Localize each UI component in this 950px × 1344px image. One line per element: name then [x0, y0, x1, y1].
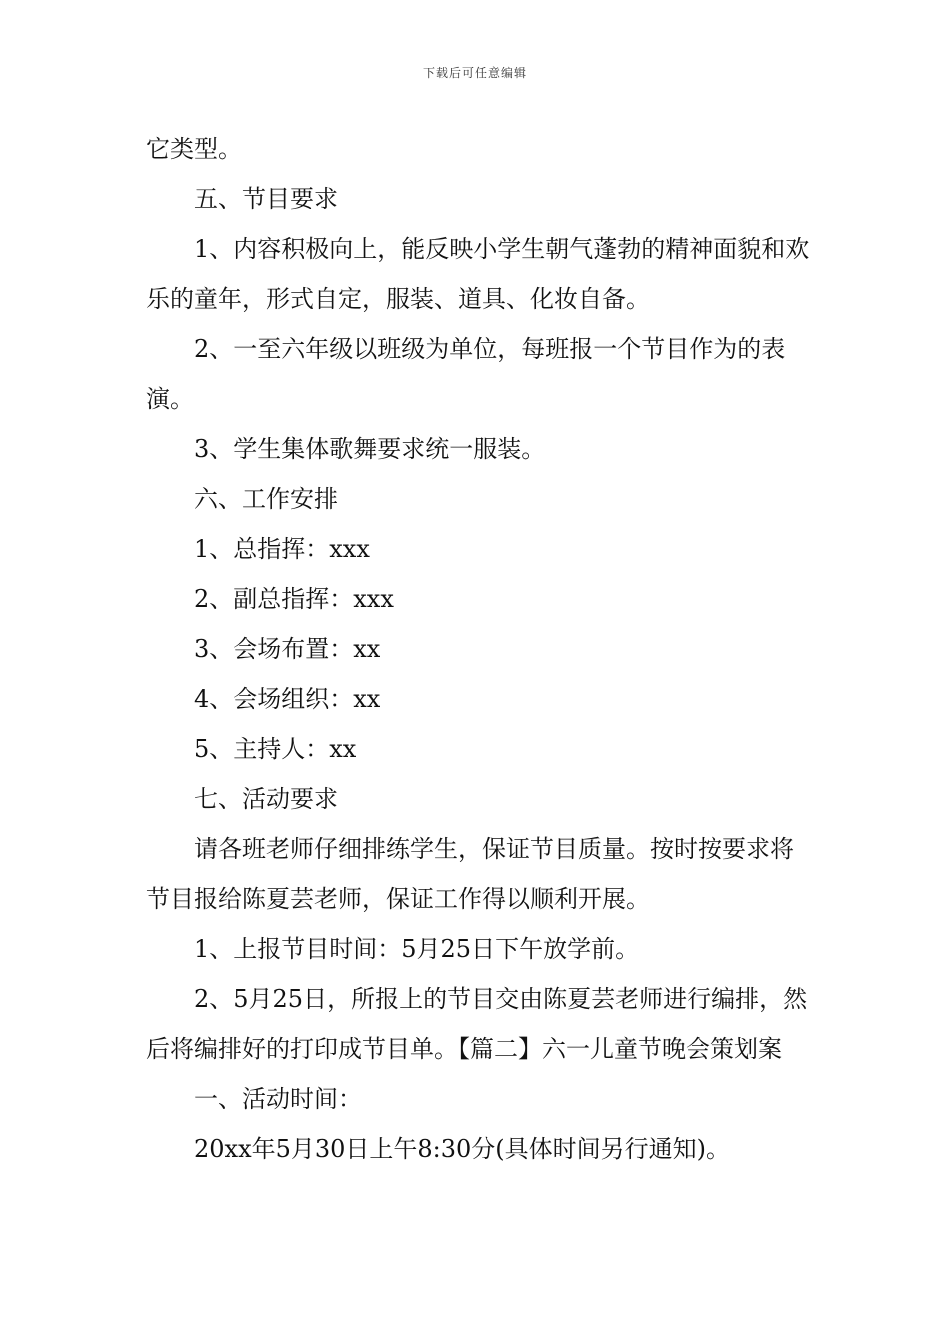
paragraph: 2、一至六年级以班级为单位，每班报一个节目作为的表演。: [146, 335, 786, 413]
page-header: 下载后可任意编辑: [422, 66, 527, 80]
list-item: 3、会场布置：xx: [194, 635, 381, 663]
section-heading: 一、活动时间：: [194, 1085, 362, 1113]
list-item: 2、副总指挥：xxx: [194, 585, 394, 613]
section-heading: 五、节目要求: [194, 185, 338, 213]
list-item: 1、总指挥：xxx: [194, 535, 370, 563]
list-item: 5、主持人：xx: [194, 735, 357, 763]
document-body: [146, 124, 814, 1174]
paragraph: 2、5月25日，所报上的节目交由陈夏芸老师进行编排，然后将编排好的打印成节目单。【篇二】六一儿童节晚会策划案: [146, 985, 808, 1063]
paragraph: 它类型。: [146, 135, 242, 163]
paragraph: 1、内容积极向上，能反映小学生朝气蓬勃的精神面貌和欢乐的童年，形式自定，服装、道具、化妆自备。: [146, 235, 810, 313]
section-heading: 六、工作安排: [194, 485, 338, 513]
list-item: 4、会场组织：xx: [194, 685, 381, 713]
paragraph: 3、学生集体歌舞要求统一服装。: [194, 435, 546, 463]
paragraph: 20xx年5月30日上午8:30分(具体时间另行通知)。: [194, 1135, 731, 1163]
section-heading: 七、活动要求: [194, 785, 338, 813]
paragraph: 1、上报节目时间：5月25日下午放学前。: [194, 935, 640, 963]
paragraph: 请各班老师仔细排练学生，保证节目质量。按时按要求将节目报给陈夏芸老师，保证工作得以顺利开展。: [146, 835, 794, 913]
